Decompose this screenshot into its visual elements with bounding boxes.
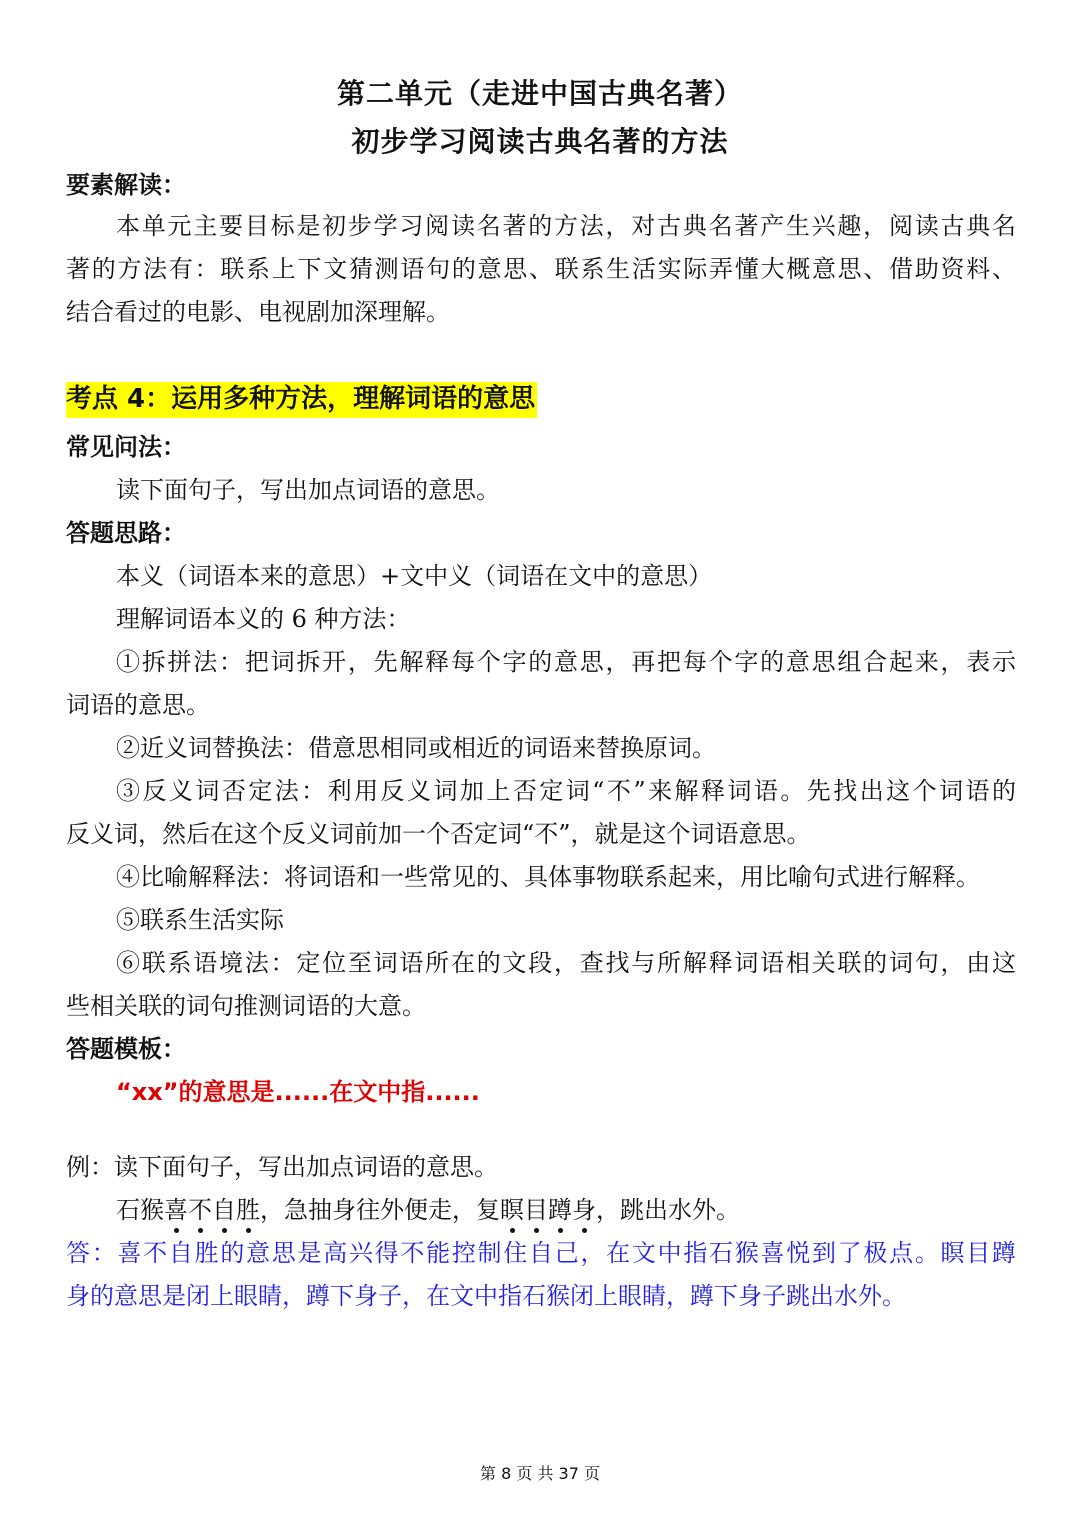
common-question-heading: 常见问法： [66, 433, 186, 461]
page-subtitle: 初步学习阅读古典名著的方法 [351, 125, 729, 158]
method-3-line-2: 反义词，然后在这个反义词前加一个否定词“不”，就是这个词语意思。 [66, 820, 811, 848]
dotted-word-2 [500, 1196, 596, 1224]
method-6-line-1: ⑥联系语境法：定位至词语所在的文段，查找与所解释词语相关联的词句，由这 [116, 949, 1016, 977]
elements-line-3: 结合看过的电影、电视剧加深理解。 [66, 298, 450, 326]
dotted-char: 不 [188, 1196, 212, 1224]
dotted-char: 喜 [164, 1196, 188, 1224]
example-prompt: 例：读下面句子，写出加点词语的意思。 [66, 1153, 498, 1181]
dotted-char: 目 [524, 1196, 548, 1224]
example-answer-line-2: 身的意思是闭上眼睛，蹲下身子，在文中指石猴闭上眼睛，蹲下身子跳出水外。 [66, 1282, 906, 1310]
method-5: ⑤联系生活实际 [116, 906, 284, 934]
common-question-text: 读下面句子，写出加点词语的意思。 [116, 476, 500, 504]
page-footer: 第 8 页 共 37 页 [480, 1464, 600, 1483]
approach-intro: 理解词语本义的 6 种方法： [116, 605, 411, 633]
method-2: ②近义词替换法：借意思相同或相近的词语来替换原词。 [116, 734, 716, 762]
method-3-line-1: ③反义词否定法：利用反义词加上否定词“不”来解释词语。先找出这个词语的 [116, 777, 1016, 805]
answer-template: “xx”的意思是......在文中指...... [116, 1078, 480, 1106]
method-1-line-2: 词语的意思。 [66, 691, 210, 719]
template-heading: 答题模板： [66, 1035, 186, 1063]
dotted-word-1 [164, 1196, 260, 1224]
exam-point-heading [66, 384, 1016, 414]
method-1-line-1: ①拆拼法：把词拆开，先解释每个字的意思，再把每个字的意思组合起来，表示 [116, 648, 1016, 676]
dotted-char: 胜 [236, 1196, 260, 1224]
dotted-char: 身 [572, 1196, 596, 1224]
page-title: 第二单元（走进中国古典名著） [336, 77, 743, 110]
approach-formula: 本义（词语本来的意思）+文中义（词语在文中的意思） [116, 562, 713, 590]
example-sentence-part-3: ，跳出水外。 [596, 1196, 740, 1224]
approach-heading: 答题思路： [66, 519, 186, 547]
dotted-char: 自 [212, 1196, 236, 1224]
dotted-char: 瞑 [500, 1196, 524, 1224]
method-4: ④比喻解释法：将词语和一些常见的、具体事物联系起来，用比喻句式进行解释。 [116, 863, 980, 891]
elements-heading: 要素解读： [66, 171, 186, 199]
example-answer-line-1: 答：喜不自胜的意思是高兴得不能控制住自己，在文中指石猴喜悦到了极点。瞑目蹲 [66, 1239, 1016, 1267]
dotted-char: 蹲 [548, 1196, 572, 1224]
example-sentence-part-2: ，急抽身往外便走，复 [260, 1196, 500, 1224]
method-6-line-2: 些相关联的词句推测词语的大意。 [66, 992, 426, 1020]
example-sentence-part-1: 石猴 [116, 1196, 164, 1224]
elements-line-2: 著的方法有：联系上下文猜测语句的意思、联系生活实际弄懂大概意思、借助资料、 [66, 255, 1016, 283]
exam-point-highlight: 考点 4：运用多种方法，理解词语的意思 [66, 382, 537, 418]
example-sentence [116, 1195, 1016, 1225]
elements-line-1: 本单元主要目标是初步学习阅读名著的方法，对古典名著产生兴趣，阅读古典名 [116, 212, 1016, 240]
